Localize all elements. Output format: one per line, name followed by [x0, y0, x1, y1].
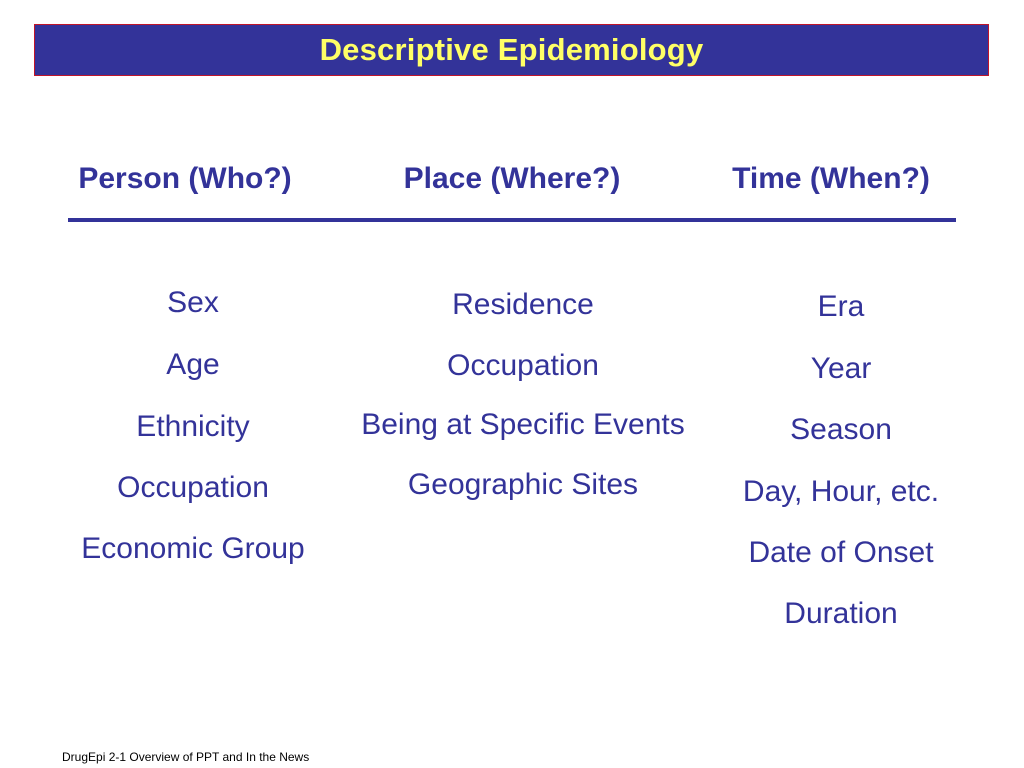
person-item-ethnicity: Ethnicity: [136, 410, 250, 443]
slide-title: Descriptive Epidemiology: [319, 32, 704, 67]
place-item-residence: Residence: [452, 288, 594, 321]
time-column-header: Time (When?): [732, 162, 930, 195]
place-column-header: Place (Where?): [403, 162, 621, 195]
time-item-date-of-onset: Date of Onset: [748, 536, 934, 569]
person-item-age: Age: [166, 348, 220, 381]
slide-footer: DrugEpi 2-1 Overview of PPT and In the News: [62, 750, 310, 764]
time-item-duration: Duration: [784, 597, 898, 630]
time-item-season: Season: [790, 413, 892, 446]
time-item-year: Year: [810, 352, 872, 385]
time-item-era: Era: [817, 290, 865, 323]
person-item-occupation: Occupation: [117, 471, 269, 504]
place-item-geographic-sites: Geographic Sites: [407, 468, 639, 501]
header-divider: [68, 218, 956, 222]
title-bar: [34, 24, 989, 76]
place-item-specific-events: Being at Specific Events: [361, 408, 685, 441]
time-item-day-hour: Day, Hour, etc.: [742, 475, 940, 508]
person-item-economic-group: Economic Group: [81, 532, 305, 565]
person-item-sex: Sex: [167, 286, 219, 319]
place-item-occupation: Occupation: [447, 349, 599, 382]
person-column-header: Person (Who?): [78, 162, 292, 195]
